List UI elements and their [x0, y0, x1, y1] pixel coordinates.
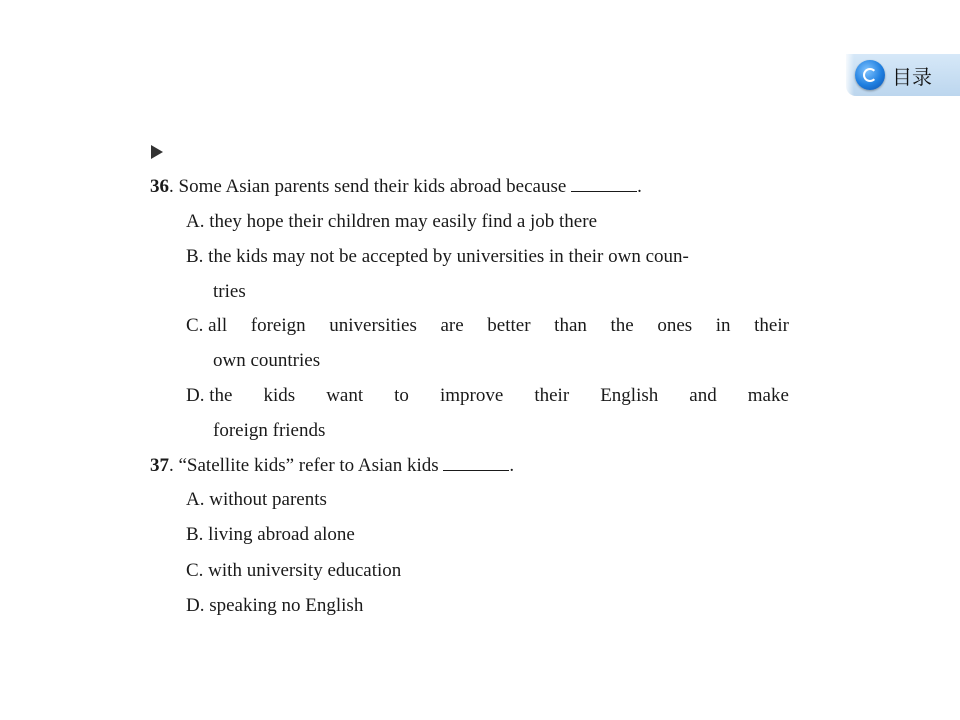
- toc-button[interactable]: [846, 54, 960, 96]
- word: make: [747, 385, 789, 406]
- question-number: 37: [150, 455, 169, 476]
- word: than: [554, 315, 587, 336]
- word: universities: [329, 315, 417, 336]
- toc-label: 目录: [892, 64, 932, 89]
- question-36-stem: [150, 175, 642, 199]
- word: ones: [657, 315, 693, 336]
- word: English: [600, 385, 659, 406]
- question-end: .: [509, 455, 515, 476]
- word: the: [610, 315, 634, 336]
- q37-option-c: C. with university education: [186, 560, 402, 581]
- return-icon: [855, 60, 885, 90]
- q36-option-d-line1: [186, 384, 789, 408]
- q36-option-b-line1: B. the kids may not be accepted by universities in their own coun-: [186, 246, 689, 267]
- word: D. the: [186, 385, 233, 406]
- q36-option-d-line2: foreign friends: [213, 420, 326, 441]
- answer-blank: [443, 454, 509, 471]
- word: C. all: [186, 315, 228, 336]
- word: their: [534, 385, 570, 406]
- question-text: . “Satellite kids” refer to Asian kids: [169, 455, 439, 476]
- q36-option-c-line1: [186, 314, 789, 338]
- word: kids: [263, 385, 296, 406]
- q36-option-c-line2: own countries: [213, 350, 321, 371]
- question-end: .: [637, 176, 642, 197]
- play-icon[interactable]: [151, 145, 163, 159]
- answer-blank: [571, 175, 637, 192]
- word: in: [715, 315, 731, 336]
- q36-option-b-line2: tries: [213, 281, 246, 302]
- q36-option-a: A. they hope their children may easily find a job there: [186, 211, 598, 232]
- q37-option-b: B. living abroad alone: [186, 524, 355, 545]
- q37-option-d: D. speaking no English: [186, 595, 364, 616]
- word: to: [394, 385, 409, 406]
- word: better: [487, 315, 531, 336]
- question-37-stem: [150, 454, 514, 478]
- word: their: [754, 315, 789, 336]
- question-text: . Some Asian parents send their kids abroad because: [169, 176, 567, 197]
- word: are: [440, 315, 464, 336]
- word: want: [326, 385, 364, 406]
- word: foreign: [250, 315, 306, 336]
- q37-option-a: A. without parents: [186, 489, 327, 510]
- question-number: 36: [150, 176, 169, 197]
- word: and: [689, 385, 717, 406]
- word: improve: [439, 385, 504, 406]
